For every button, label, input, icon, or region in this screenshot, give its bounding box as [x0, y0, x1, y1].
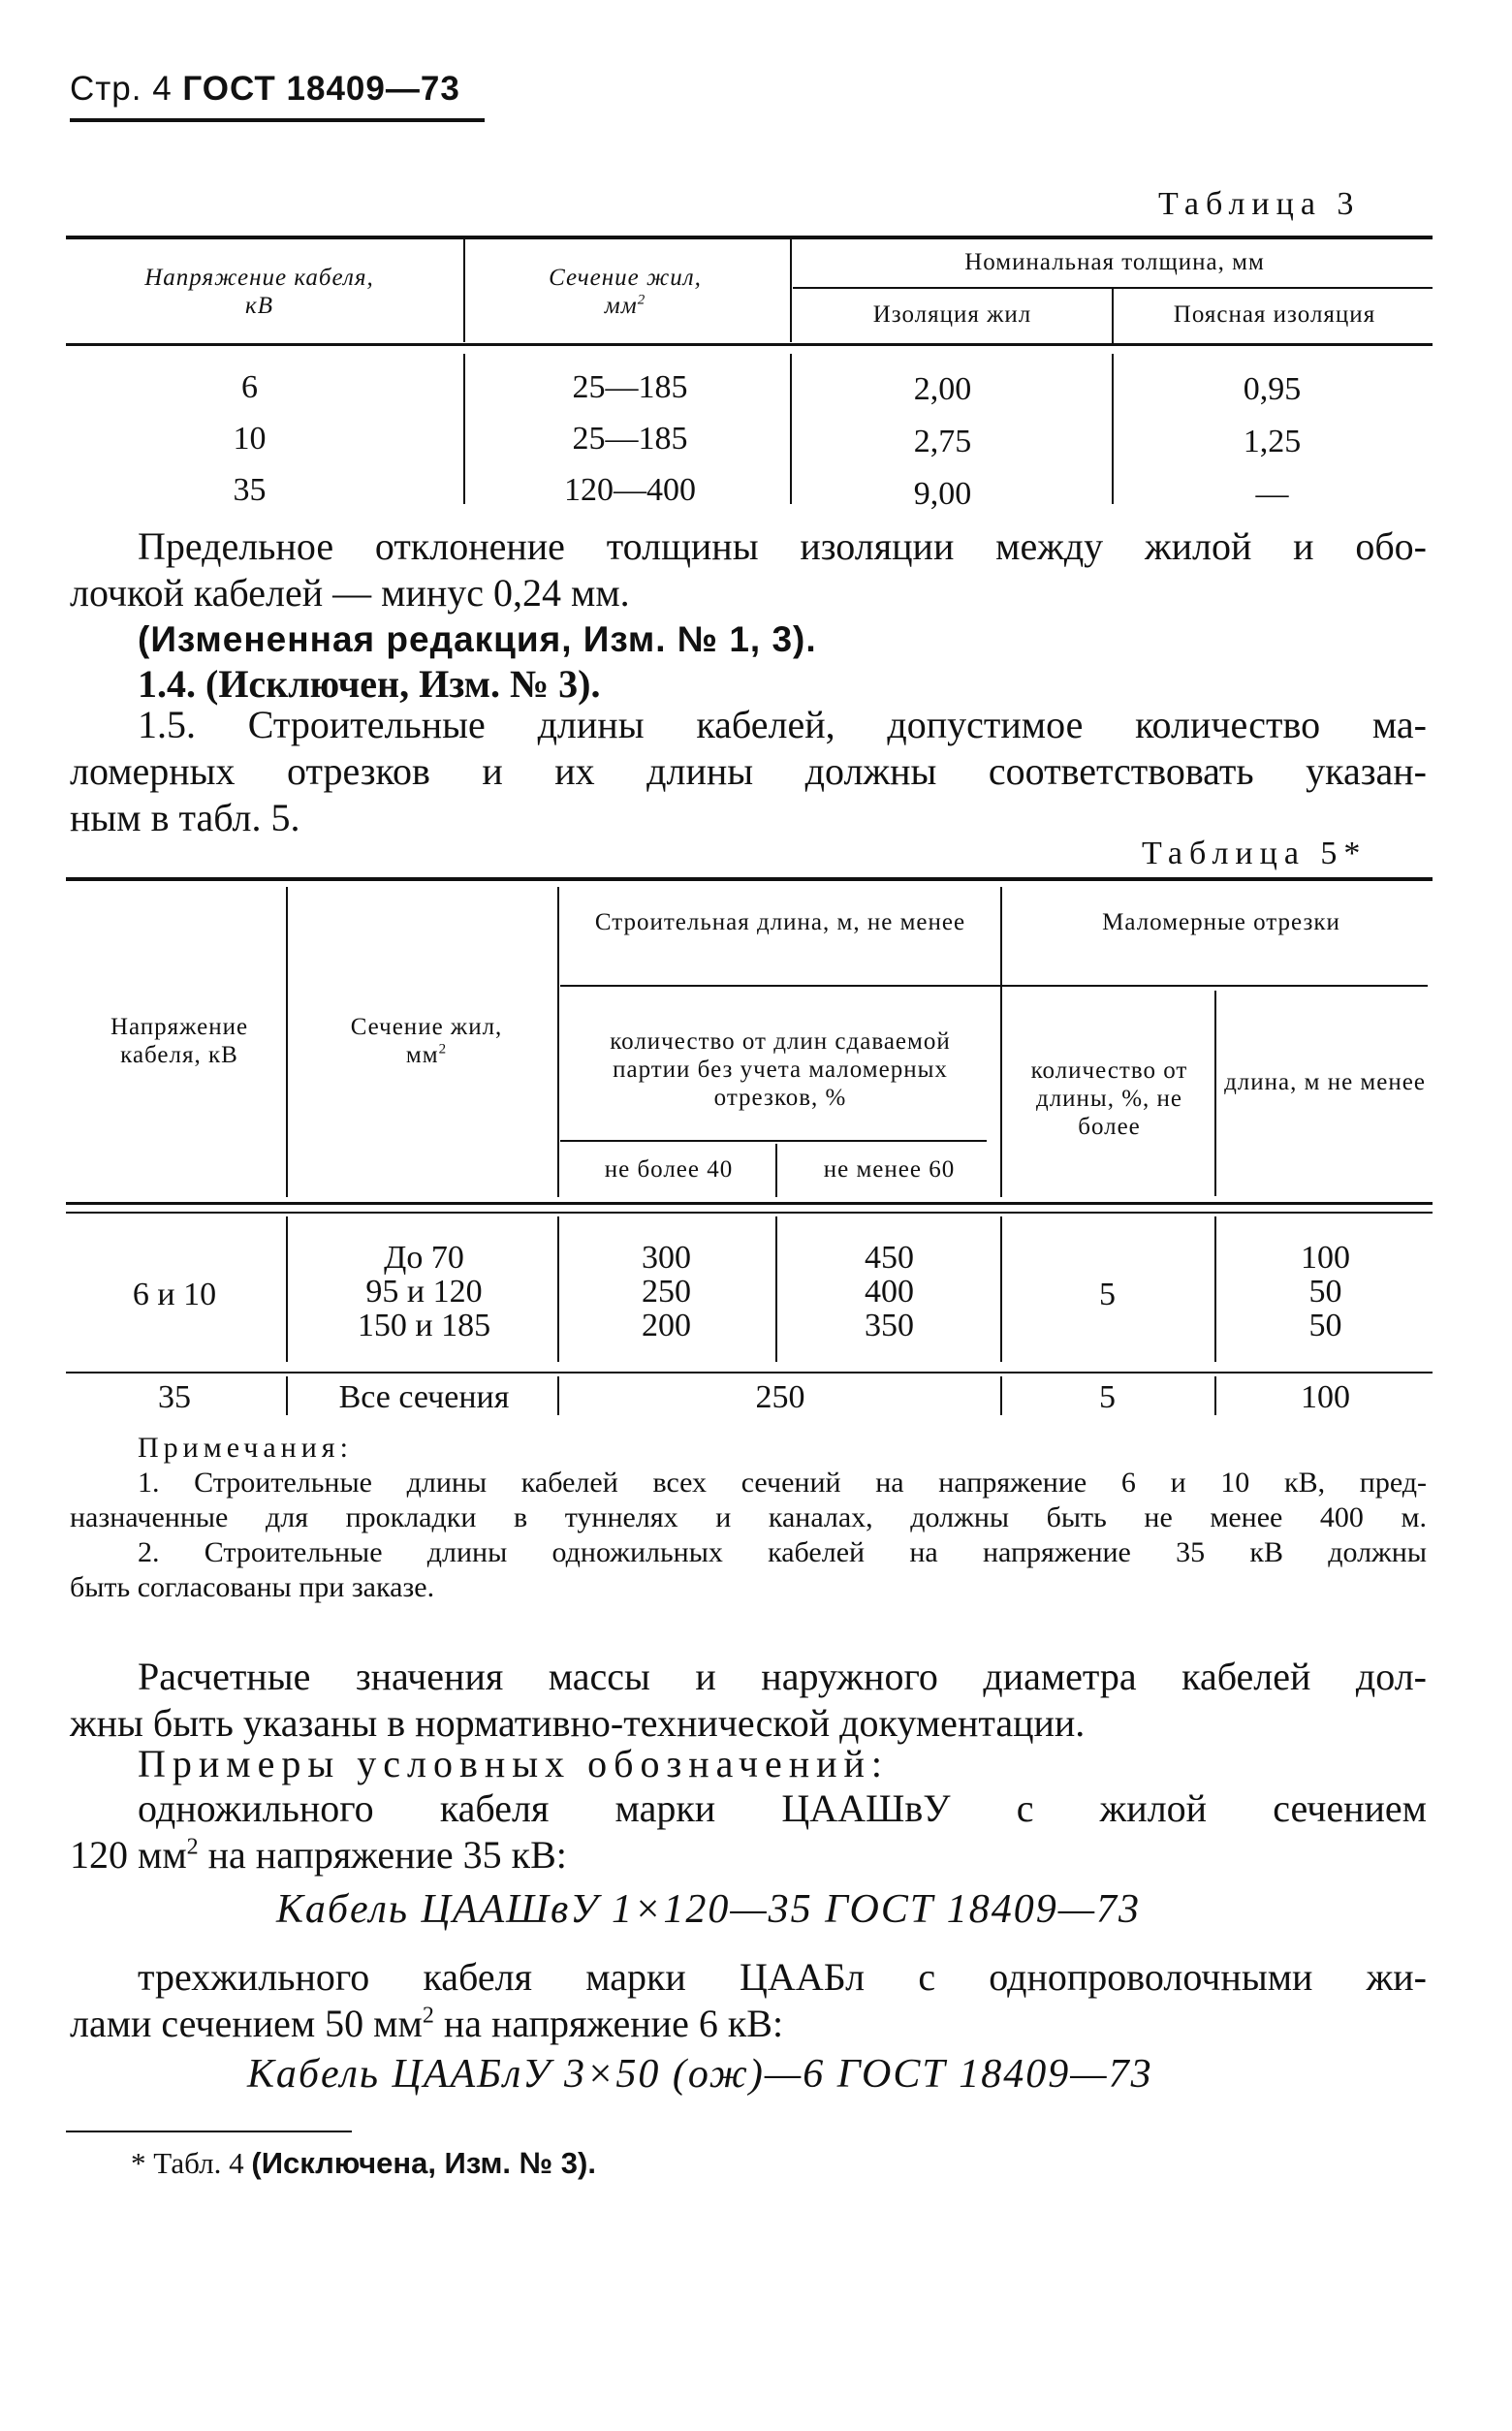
example1-line	[70, 1832, 1427, 1878]
example1-code: Кабель ЦААШвУ 1×120—35 ГОСТ 18409—73	[276, 1887, 1142, 1932]
table5-header-le40: не более 40	[604, 1156, 734, 1183]
table5-cell-ge60: 450	[865, 1240, 914, 1276]
page-header	[70, 70, 485, 122]
footnote	[131, 2146, 596, 2181]
table5-header-quantity: количество от длин сдаваемой партии без учета маломерных отрезков, %	[610, 1028, 951, 1111]
table3-divider	[463, 354, 465, 504]
table5-header-short-pieces: Маломерные отрезки	[1102, 909, 1340, 935]
table5-cell-ge60: 400	[865, 1274, 914, 1310]
example1-text	[70, 1785, 1427, 1878]
example1-part: на напряжение 35 кВ:	[198, 1833, 567, 1877]
example2-sup: 2	[422, 2003, 434, 2029]
table5-cell-len: 50	[1308, 1308, 1342, 1343]
table5-divider	[286, 1376, 288, 1415]
table3-cell-belt: 0,95	[1243, 371, 1302, 407]
table5-header-section	[330, 1013, 523, 1069]
example1-sup: 2	[186, 1834, 199, 1860]
table3-header-core: Изоляция жил	[872, 301, 1032, 328]
note-line: быть согласованы при заказе.	[70, 1571, 435, 1603]
table3-cell-voltage: 35	[233, 472, 267, 508]
table5-divider	[1214, 1376, 1216, 1415]
calc-line: жны быть указаны в нормативно-технической документации.	[70, 1701, 1086, 1745]
table5-cell-section: До 70	[384, 1240, 464, 1276]
table5-divider	[286, 1216, 288, 1362]
table5-cell-len: 100	[1301, 1379, 1350, 1415]
clause-1-5-line: 1.5. Строительные длины кабелей, допустимое количество ма-	[138, 703, 1427, 746]
table5-cell-section: Все сечения	[338, 1379, 510, 1415]
deviation-line: лочкой кабелей — минус 0,24 мм.	[70, 571, 630, 615]
table5-subheader-rule	[560, 1140, 987, 1142]
example1-part: 120 мм	[70, 1833, 187, 1877]
table3-header-section-text: Сечение жил,	[549, 265, 702, 291]
table3-header-section-sup: 2	[637, 292, 646, 308]
table5-cell-le40: 300	[642, 1240, 691, 1276]
table5-cell-voltage: 6 и 10	[132, 1277, 217, 1312]
table5-divider	[286, 887, 288, 1197]
table5-divider	[1214, 991, 1216, 1196]
table5-divider	[775, 1144, 777, 1197]
example2-part: лами сечением 50 мм	[70, 2002, 423, 2045]
note-line: назначенные для прокладки в туннелях и каналах, должны быть не менее 400 м.	[70, 1501, 1427, 1533]
table3-header-belt: Поясная изоляция	[1173, 301, 1376, 328]
clause-1-5-line: ным в табл. 5.	[70, 796, 300, 839]
table3-top-rule	[66, 236, 1433, 239]
example2-line: трехжильного кабеля марки ЦААБл с однопроволочными жи-	[138, 1955, 1427, 1999]
table3-header-section-unit: мм	[604, 293, 638, 319]
clause-1-4	[138, 661, 1398, 708]
table5-cell-section: 95 и 120	[365, 1274, 483, 1310]
example2-text	[70, 1954, 1427, 2047]
table5-caption: Таблица 5*	[1142, 836, 1368, 871]
table5-header-short-qty: количество от длины, %, не более	[1030, 1058, 1188, 1140]
deviation-paragraph	[70, 523, 1427, 616]
note-line: 2. Строительные длины одножильных кабелей на напряжение 35 кВ должны	[138, 1536, 1427, 1568]
clause-1-5	[70, 702, 1427, 841]
table3-cell-core: 2,00	[913, 371, 972, 407]
table5-divider	[1000, 887, 1002, 1197]
table3-cell-section: 120—400	[564, 472, 696, 508]
table5-row-rule	[66, 1372, 1433, 1373]
table5-divider	[1214, 1216, 1216, 1362]
table3-divider	[1112, 354, 1114, 504]
table5-divider	[557, 1216, 559, 1362]
table5-cell-le40: 250	[642, 1274, 691, 1310]
example2-line	[70, 2001, 1427, 2047]
table5-header-ge60: не менее 60	[823, 1156, 956, 1183]
table3-header-section	[514, 264, 737, 320]
table3-cell-voltage: 10	[233, 421, 267, 457]
table5-cell-len: 100	[1301, 1240, 1350, 1276]
page-number: Стр. 4	[70, 70, 173, 108]
footnote-text: (Исключена, Изм. № 3).	[251, 2146, 596, 2180]
table3-cell-belt: —	[1255, 476, 1289, 512]
table3-cell-core: 9,00	[913, 476, 972, 512]
notes-title: Примечания:	[138, 1432, 353, 1464]
table5-cell-len: 50	[1308, 1274, 1342, 1310]
table3-header-voltage: Напряжение кабеля, кВ	[144, 265, 374, 319]
table5-cell-qty: 5	[1099, 1277, 1116, 1312]
table5-header-short-len: длина, м не менее	[1224, 1069, 1426, 1095]
deviation-line: Предельное отклонение толщины изоляции между жилой и обо-	[138, 524, 1427, 568]
footnote-rule	[66, 2131, 352, 2132]
table5-divider	[557, 887, 559, 1197]
table5-divider	[1000, 1216, 1002, 1362]
table3-cell-section: 25—185	[572, 421, 688, 457]
table5-header-section-unit: мм	[405, 1042, 439, 1068]
table3-cell-core: 2,75	[913, 424, 972, 459]
gost-number: ГОСТ 18409—73	[182, 70, 460, 108]
table5-cell-length: 250	[755, 1379, 805, 1415]
table5-cell-qty: 5	[1099, 1379, 1116, 1415]
table5-top-rule	[66, 877, 1433, 881]
example2-code: Кабель ЦААБлУ 3×50 (ож)—6 ГОСТ 18409—73	[247, 2052, 1153, 2097]
table3-divider	[790, 354, 792, 504]
table5-cell-section: 150 и 185	[357, 1308, 491, 1343]
table5-cell-le40: 200	[642, 1308, 691, 1343]
example1-line: одножильного кабеля марки ЦААШвУ с жилой сечением	[138, 1786, 1427, 1830]
table3-divider	[790, 236, 792, 342]
notes-body	[70, 1466, 1427, 1605]
calc-line: Расчетные значения массы и наружного диаметра кабелей дол-	[138, 1655, 1427, 1698]
calc-paragraph	[70, 1654, 1427, 1747]
table3-cell-section: 25—185	[572, 369, 688, 405]
footnote-star: * Табл. 4	[131, 2146, 244, 2180]
table3-cell-belt: 1,25	[1243, 424, 1302, 459]
table3-caption: Таблица 3	[1158, 186, 1361, 222]
table5-header-section-text: Сечение жил,	[350, 1014, 503, 1040]
table3-header-nominal: Номинальная толщина, мм	[964, 249, 1265, 275]
table5-header-rule-2	[66, 1212, 1433, 1214]
amendment-note: (Измененная редакция, Изм. № 1, 3).	[138, 619, 817, 659]
table5-header-rule	[66, 1202, 1433, 1205]
table5-divider	[1000, 1376, 1002, 1415]
table5-divider	[557, 1376, 559, 1415]
table5-cell-ge60: 350	[865, 1308, 914, 1343]
examples-title: Примеры условных обозначений:	[138, 1742, 890, 1785]
table5-cell-voltage: 35	[158, 1379, 191, 1415]
note-line: 1. Строительные длины кабелей всех сечений на напряжение 6 и 10 кВ, пред-	[138, 1467, 1427, 1499]
table5-header-section-sup: 2	[438, 1041, 448, 1058]
clause-1-4-text: 1.4. (Исключен, Изм. № 3).	[138, 662, 601, 706]
table3-divider	[463, 236, 465, 342]
table5-divider	[775, 1216, 777, 1362]
table3-cell-voltage: 6	[241, 369, 258, 405]
table5-subheader-rule	[560, 985, 1428, 987]
table3-divider	[1112, 287, 1114, 343]
table3-header-rule	[66, 343, 1433, 346]
example2-part: на напряжение 6 кВ:	[433, 2002, 784, 2045]
clause-1-5-line: ломерных отрезков и их длины должны соответствовать указан-	[70, 749, 1427, 793]
table5-header-build-length: Строительная длина, м, не менее	[594, 909, 966, 935]
table5-header-voltage: Напряжение кабеля, кВ	[110, 1014, 249, 1068]
